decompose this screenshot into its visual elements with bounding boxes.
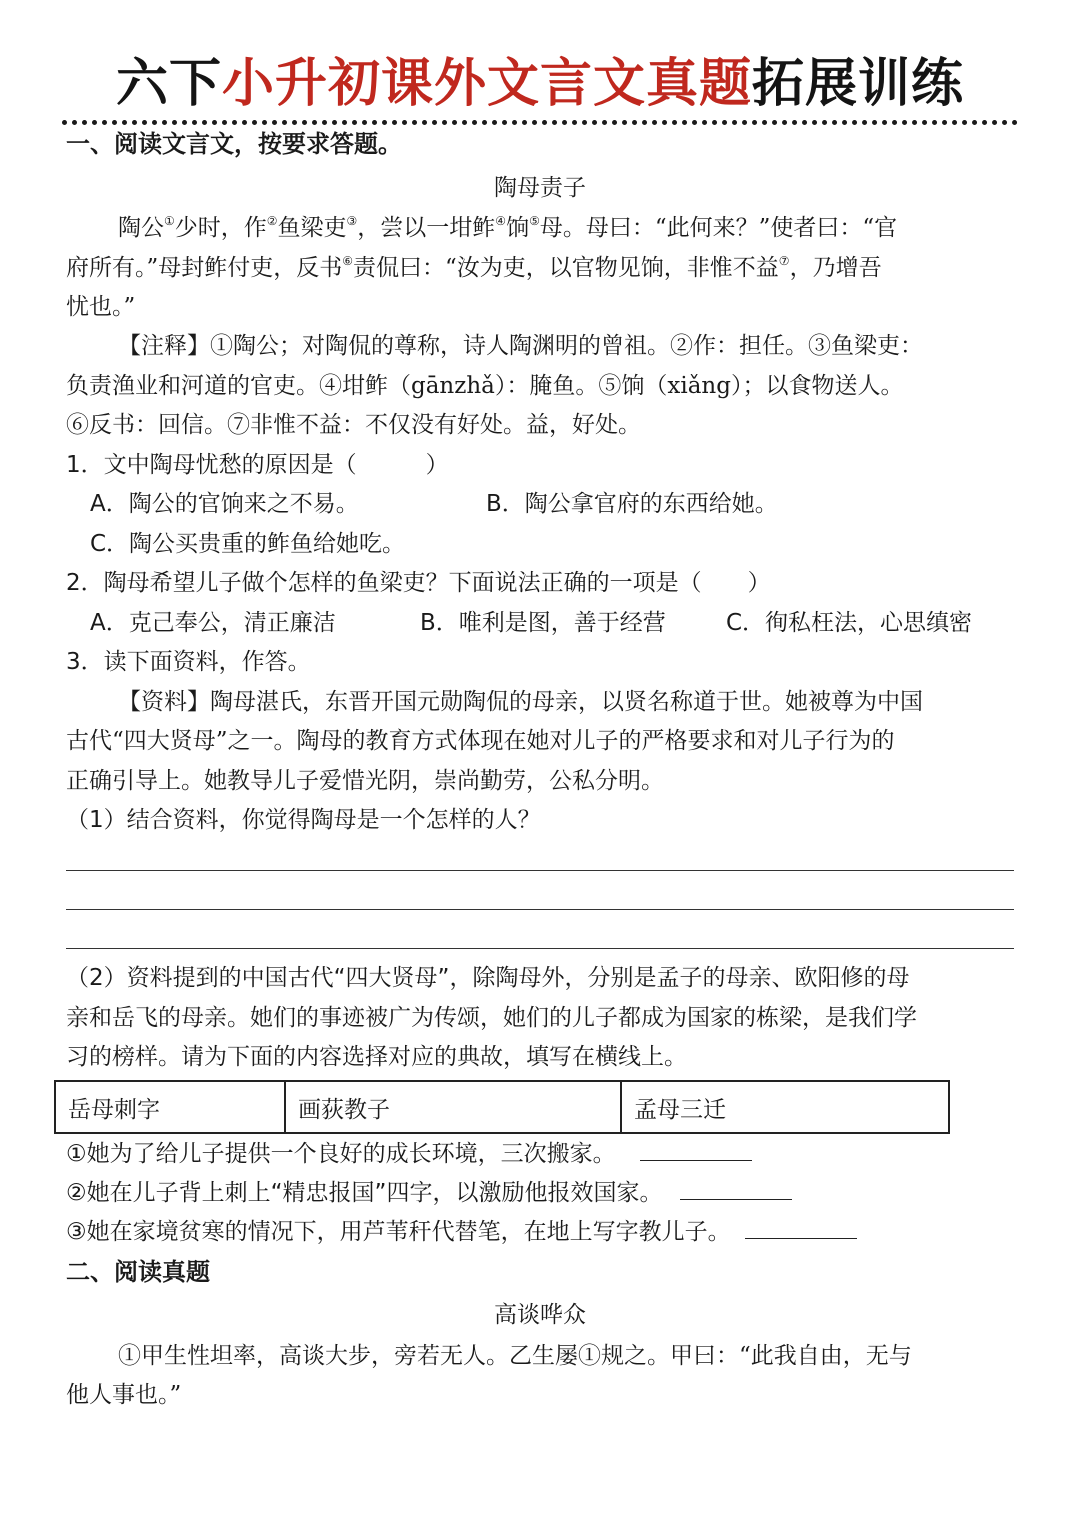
answer-line-2[interactable] xyxy=(66,909,1014,910)
notes-line-2: 负责渔业和河道的官吏。④坩鲊（gānzhǎ）：腌鱼。⑤饷（xiǎng）；以食物送人。 xyxy=(66,373,904,399)
material-line-2: 古代“四大贤母”之一。陶母的教育方式体现在她对儿子的严格要求和对儿子行为的 xyxy=(66,728,895,754)
match-item-3: ③她在家境贫寒的情况下，用芦苇秆代替笔，在地上写字教儿子。 xyxy=(66,1212,857,1252)
story-options-table xyxy=(54,1080,950,1134)
q1-option-b: B．陶公拿官府的东西给她。 xyxy=(486,491,778,517)
q2-option-b: B．唯利是图，善于经营 xyxy=(420,610,666,636)
q3-sub-2-line-2: 亲和岳飞的母亲。她们的事迹被广为传颂，她们的儿子都成为国家的栋梁，是我们学 xyxy=(66,1005,917,1031)
passage-line-2: 府所有。”母封鲊付吏，反书⑥责侃曰：“汝为吏，以官物见饷，非惟不益⑦，乃增吾 xyxy=(66,254,882,281)
q3-sub-2-line-3: 习的榜样。请为下面的内容选择对应的典故，填写在横线上。 xyxy=(66,1044,687,1070)
passage-title-2: 高谈哗众 xyxy=(494,1302,586,1328)
question-1-stem: 1．文中陶母忧愁的原因是（ ） xyxy=(66,452,449,478)
notes-line-1: 【注释】①陶公；对陶侃的尊称，诗人陶渊明的曾祖。②作：担任。③鱼梁吏： xyxy=(118,333,923,359)
question-2-stem: 2．陶母希望儿子做个怎样的鱼梁吏？下面说法正确的一项是（ ） xyxy=(66,570,771,596)
material-line-1: 【资料】陶母湛氏，东晋开国元勋陶侃的母亲，以贤名称道于世。她被尊为中国 xyxy=(118,689,923,715)
q3-sub-1: （1）结合资料，你觉得陶母是一个怎样的人？ xyxy=(66,807,541,833)
match-item-1: ①她为了给儿子提供一个良好的成长环境，三次搬家。 xyxy=(66,1134,752,1174)
fill-blank-2[interactable] xyxy=(680,1173,792,1200)
q1-option-a: A．陶公的官饷来之不易。 xyxy=(90,491,359,517)
page-title: 六下小升初课外文言文真题拓展训练 xyxy=(115,54,965,114)
passage-title-1: 陶母责子 xyxy=(494,175,586,201)
option-cell-2: 画荻教子 xyxy=(285,1081,621,1133)
answer-line-3[interactable] xyxy=(66,948,1014,949)
passage2-line-1: ①甲生性坦率，高谈大步，旁若无人。乙生屡①规之。甲曰：“此我自由，无与 xyxy=(118,1343,912,1369)
fill-blank-1[interactable] xyxy=(640,1134,752,1161)
material-line-3: 正确引导上。她教导儿子爱惜光阴，崇尚勤劳，公私分明。 xyxy=(66,768,664,794)
passage-line-3: 忧也。” xyxy=(66,294,136,320)
passage-line-1: 陶公①少时，作②鱼梁吏③，尝以一坩鲊④饷⑤母。母曰：“此何来？”使者曰：“官 xyxy=(118,214,898,241)
match-item-2: ②她在儿子背上刺上“精忠报国”四字，以激励他报效国家。 xyxy=(66,1173,792,1213)
option-cell-1: 岳母刺字 xyxy=(55,1081,285,1133)
q2-option-c: C．徇私枉法，心思缜密 xyxy=(726,610,973,636)
passage2-line-2: 他人事也。” xyxy=(66,1382,182,1408)
fill-blank-3[interactable] xyxy=(745,1212,857,1239)
q3-sub-2-line-1: （2）资料提到的中国古代“四大贤母”，除陶母外，分别是孟子的母亲、欧阳修的母 xyxy=(66,965,910,991)
section-heading-2: 二、阅读真题 xyxy=(66,1258,210,1286)
q2-option-a: A．克己奉公，清正廉洁 xyxy=(90,610,336,636)
notes-line-3: ⑥反书：回信。⑦非惟不益：不仅没有好处。益，好处。 xyxy=(66,412,641,438)
question-3-stem: 3．读下面资料，作答。 xyxy=(66,649,311,675)
answer-line-1[interactable] xyxy=(66,870,1014,871)
q1-option-c: C．陶公买贵重的鲊鱼给她吃。 xyxy=(90,531,406,557)
option-cell-3: 孟母三迁 xyxy=(621,1081,949,1133)
section-heading-1: 一、阅读文言文，按要求答题。 xyxy=(66,130,402,158)
